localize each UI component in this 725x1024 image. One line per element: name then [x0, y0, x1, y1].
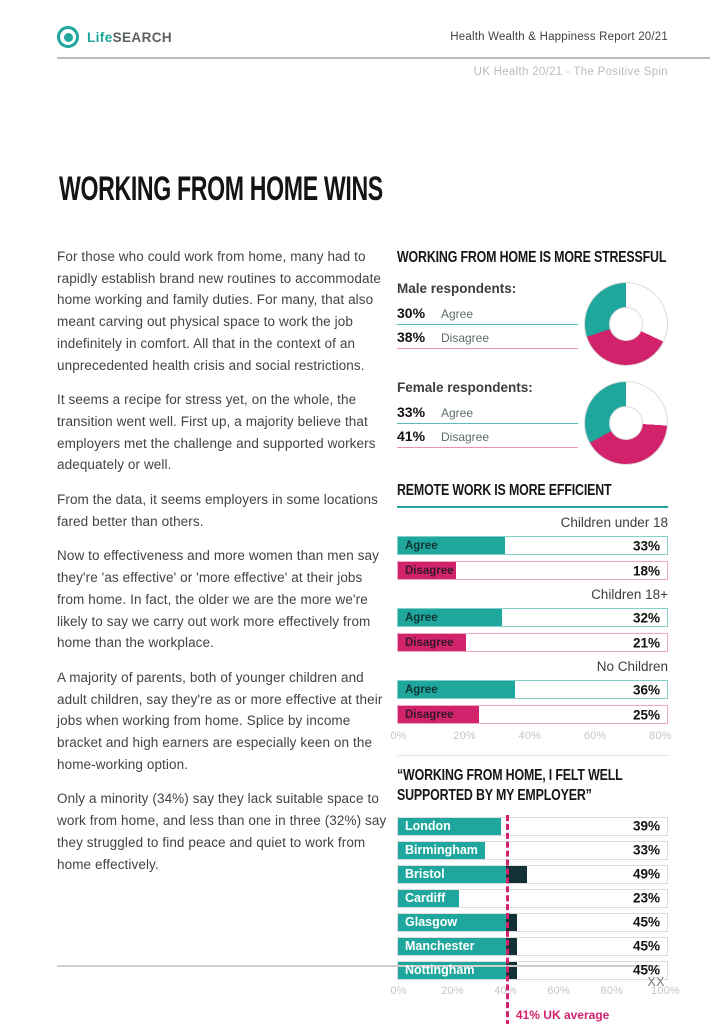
chart-supported-title: “WORKING FROM HOME, I FELT WELL SUPPORTED BY MY EMPLOYER”	[397, 767, 623, 805]
city-row	[397, 937, 668, 956]
bar-row	[397, 633, 668, 652]
donut-hole	[609, 406, 643, 440]
bar-category-label: Children under 18	[560, 515, 668, 531]
chart-supported	[390, 755, 681, 1022]
brand-wordmark	[87, 30, 172, 45]
axis-tick-label: 60%	[547, 984, 570, 997]
city-value: 33%	[632, 842, 660, 858]
page-title: WORKING FROM HOME WINS	[59, 170, 383, 208]
respondents-label: Male respondents:	[397, 281, 517, 297]
bar-value: 25%	[632, 707, 660, 723]
uk-average-legend: 41% UK average	[515, 1007, 610, 1022]
stat-value: 30%	[397, 305, 426, 322]
donut-group	[397, 379, 668, 465]
city-value: 45%	[632, 938, 660, 954]
section-label: UK Health 20/21 - The Positive Spin	[473, 66, 668, 78]
bar-category-label: Children 18+	[591, 587, 668, 603]
donut-group	[397, 280, 668, 366]
lifesearch-eye-icon	[57, 26, 79, 48]
bar-fill: Agree	[398, 609, 502, 626]
chart-efficient-title: REMOTE WORK IS MORE EFFICIENT	[397, 481, 668, 508]
axis-tick-label: 60%	[583, 730, 607, 743]
bar-fill: Disagree	[398, 706, 479, 723]
bar-row	[397, 536, 668, 555]
axis-tick-label: 0%	[390, 984, 407, 997]
chart-supported-axis	[390, 984, 681, 1000]
city-label: Bristol	[405, 867, 445, 882]
city-row	[397, 817, 668, 836]
axis-tick-label: 80%	[600, 984, 624, 997]
bar-row	[397, 705, 668, 724]
chart-efficient	[390, 481, 672, 745]
stat-value: 41%	[397, 428, 426, 445]
stat-label: Agree	[441, 406, 474, 421]
bar-value: 33%	[632, 538, 660, 554]
city-label: Nottingham	[405, 963, 475, 978]
axis-tick-label: 0%	[390, 730, 407, 743]
bar-row	[397, 561, 668, 580]
stat-label: Agree	[441, 307, 474, 322]
page-number: XX	[647, 975, 665, 989]
article-paragraph: For those who could work from home, many had to rapidly establish brand new routines to accommodate home working and family duties. For many, that also meant carving out physical space to work the job indefinitely in comfort. All that in the context of an unprecedented health crisis and social restrictions.	[57, 249, 382, 373]
city-bars	[397, 817, 668, 980]
chart-efficient-axis	[390, 730, 672, 745]
city-row	[397, 889, 668, 908]
bar-category-label: No Children	[596, 659, 668, 675]
uk-average-line	[506, 815, 509, 1024]
donut-chart	[584, 381, 668, 465]
stat-value: 38%	[397, 329, 426, 346]
chart-stressful	[397, 248, 668, 465]
article-paragraph: It seems a recipe for stress yet, on the whole, the transition went well. First up, a majority believe that employers met the challenge and supported workers adequately or well.	[57, 392, 376, 473]
bar-fill: Disagree	[398, 634, 466, 651]
donut-hole	[609, 307, 643, 341]
logo-dot	[64, 33, 73, 42]
stat-row	[397, 424, 578, 448]
donut-stats	[397, 280, 578, 366]
bar-row	[397, 608, 668, 627]
brand-search: SEARCH	[112, 29, 173, 45]
stat-label: Disagree	[441, 331, 490, 346]
report-title: Health Wealth & Happiness Report 20/21	[450, 31, 668, 43]
donut-stats	[397, 379, 578, 465]
city-row	[397, 865, 668, 884]
chart-stressful-title: WORKING FROM HOME IS MORE STRESSFUL	[397, 249, 667, 266]
brand-logo	[57, 26, 172, 48]
city-value: 49%	[632, 866, 660, 882]
page-header	[57, 26, 668, 48]
article-paragraph: From the data, it seems employers in some locations fared better than others.	[57, 492, 378, 529]
city-bar-over-average	[506, 866, 527, 883]
axis-tick-label: 40%	[494, 984, 517, 997]
stat-value: 33%	[397, 404, 426, 421]
city-value: 45%	[632, 914, 660, 930]
city-row	[397, 913, 668, 932]
city-value: 45%	[632, 962, 660, 978]
bar-value: 18%	[632, 563, 660, 579]
city-label: London	[405, 819, 451, 834]
city-label: Glasgow	[405, 915, 458, 930]
bar-value: 21%	[632, 635, 660, 651]
charts-column	[390, 248, 681, 1022]
donut-groups	[397, 280, 668, 465]
city-value: 23%	[632, 890, 660, 906]
bar-fill: Agree	[398, 681, 515, 698]
article-paragraph: Only a minority (34%) say they lack suitable space to work from home, and less than one in three (32%) say they struggled to find peace and quiet to work from home effectively.	[57, 791, 387, 872]
axis-tick-label: 20%	[453, 730, 476, 743]
city-row	[397, 961, 668, 980]
city-label: Birmingham	[405, 843, 478, 858]
axis-tick-label: 100%	[651, 984, 681, 997]
axis-tick-label: 40%	[518, 730, 542, 743]
axis-tick-label: 20%	[441, 984, 464, 997]
brand-life: Life	[87, 29, 113, 45]
article-text	[57, 246, 389, 888]
stat-row	[397, 301, 578, 325]
stat-row	[397, 400, 578, 424]
stat-row	[397, 325, 578, 349]
city-row	[397, 841, 668, 860]
bar-groups	[397, 515, 668, 724]
respondents-label: Female respondents:	[397, 380, 533, 396]
article-paragraph: A majority of parents, both of younger children and adult children, say they're as or more effective at their jobs when working from home. Splice by income bracket and high earners are especially keen on the home-working option.	[57, 669, 383, 772]
donut-chart	[584, 282, 668, 366]
section-divider	[397, 755, 668, 756]
article-paragraph: Now to effectiveness and more women than men say they're 'as effective' or 'more effective' at their jobs from home. In fact, the older we are the more we're likely to say we carry out work more effectively from home than the workplace.	[57, 548, 379, 651]
city-value: 39%	[632, 818, 660, 834]
footer-divider	[57, 965, 660, 967]
bar-value: 32%	[632, 610, 660, 626]
bar-value: 36%	[632, 682, 660, 698]
bar-fill: Agree	[398, 537, 505, 554]
city-label: Manchester	[405, 939, 475, 954]
bar-row	[397, 680, 668, 699]
city-label: Cardiff	[405, 891, 446, 906]
axis-tick-label: 80%	[649, 730, 672, 743]
stat-label: Disagree	[441, 430, 490, 445]
header-divider	[57, 57, 710, 59]
bar-fill: Disagree	[398, 562, 456, 579]
